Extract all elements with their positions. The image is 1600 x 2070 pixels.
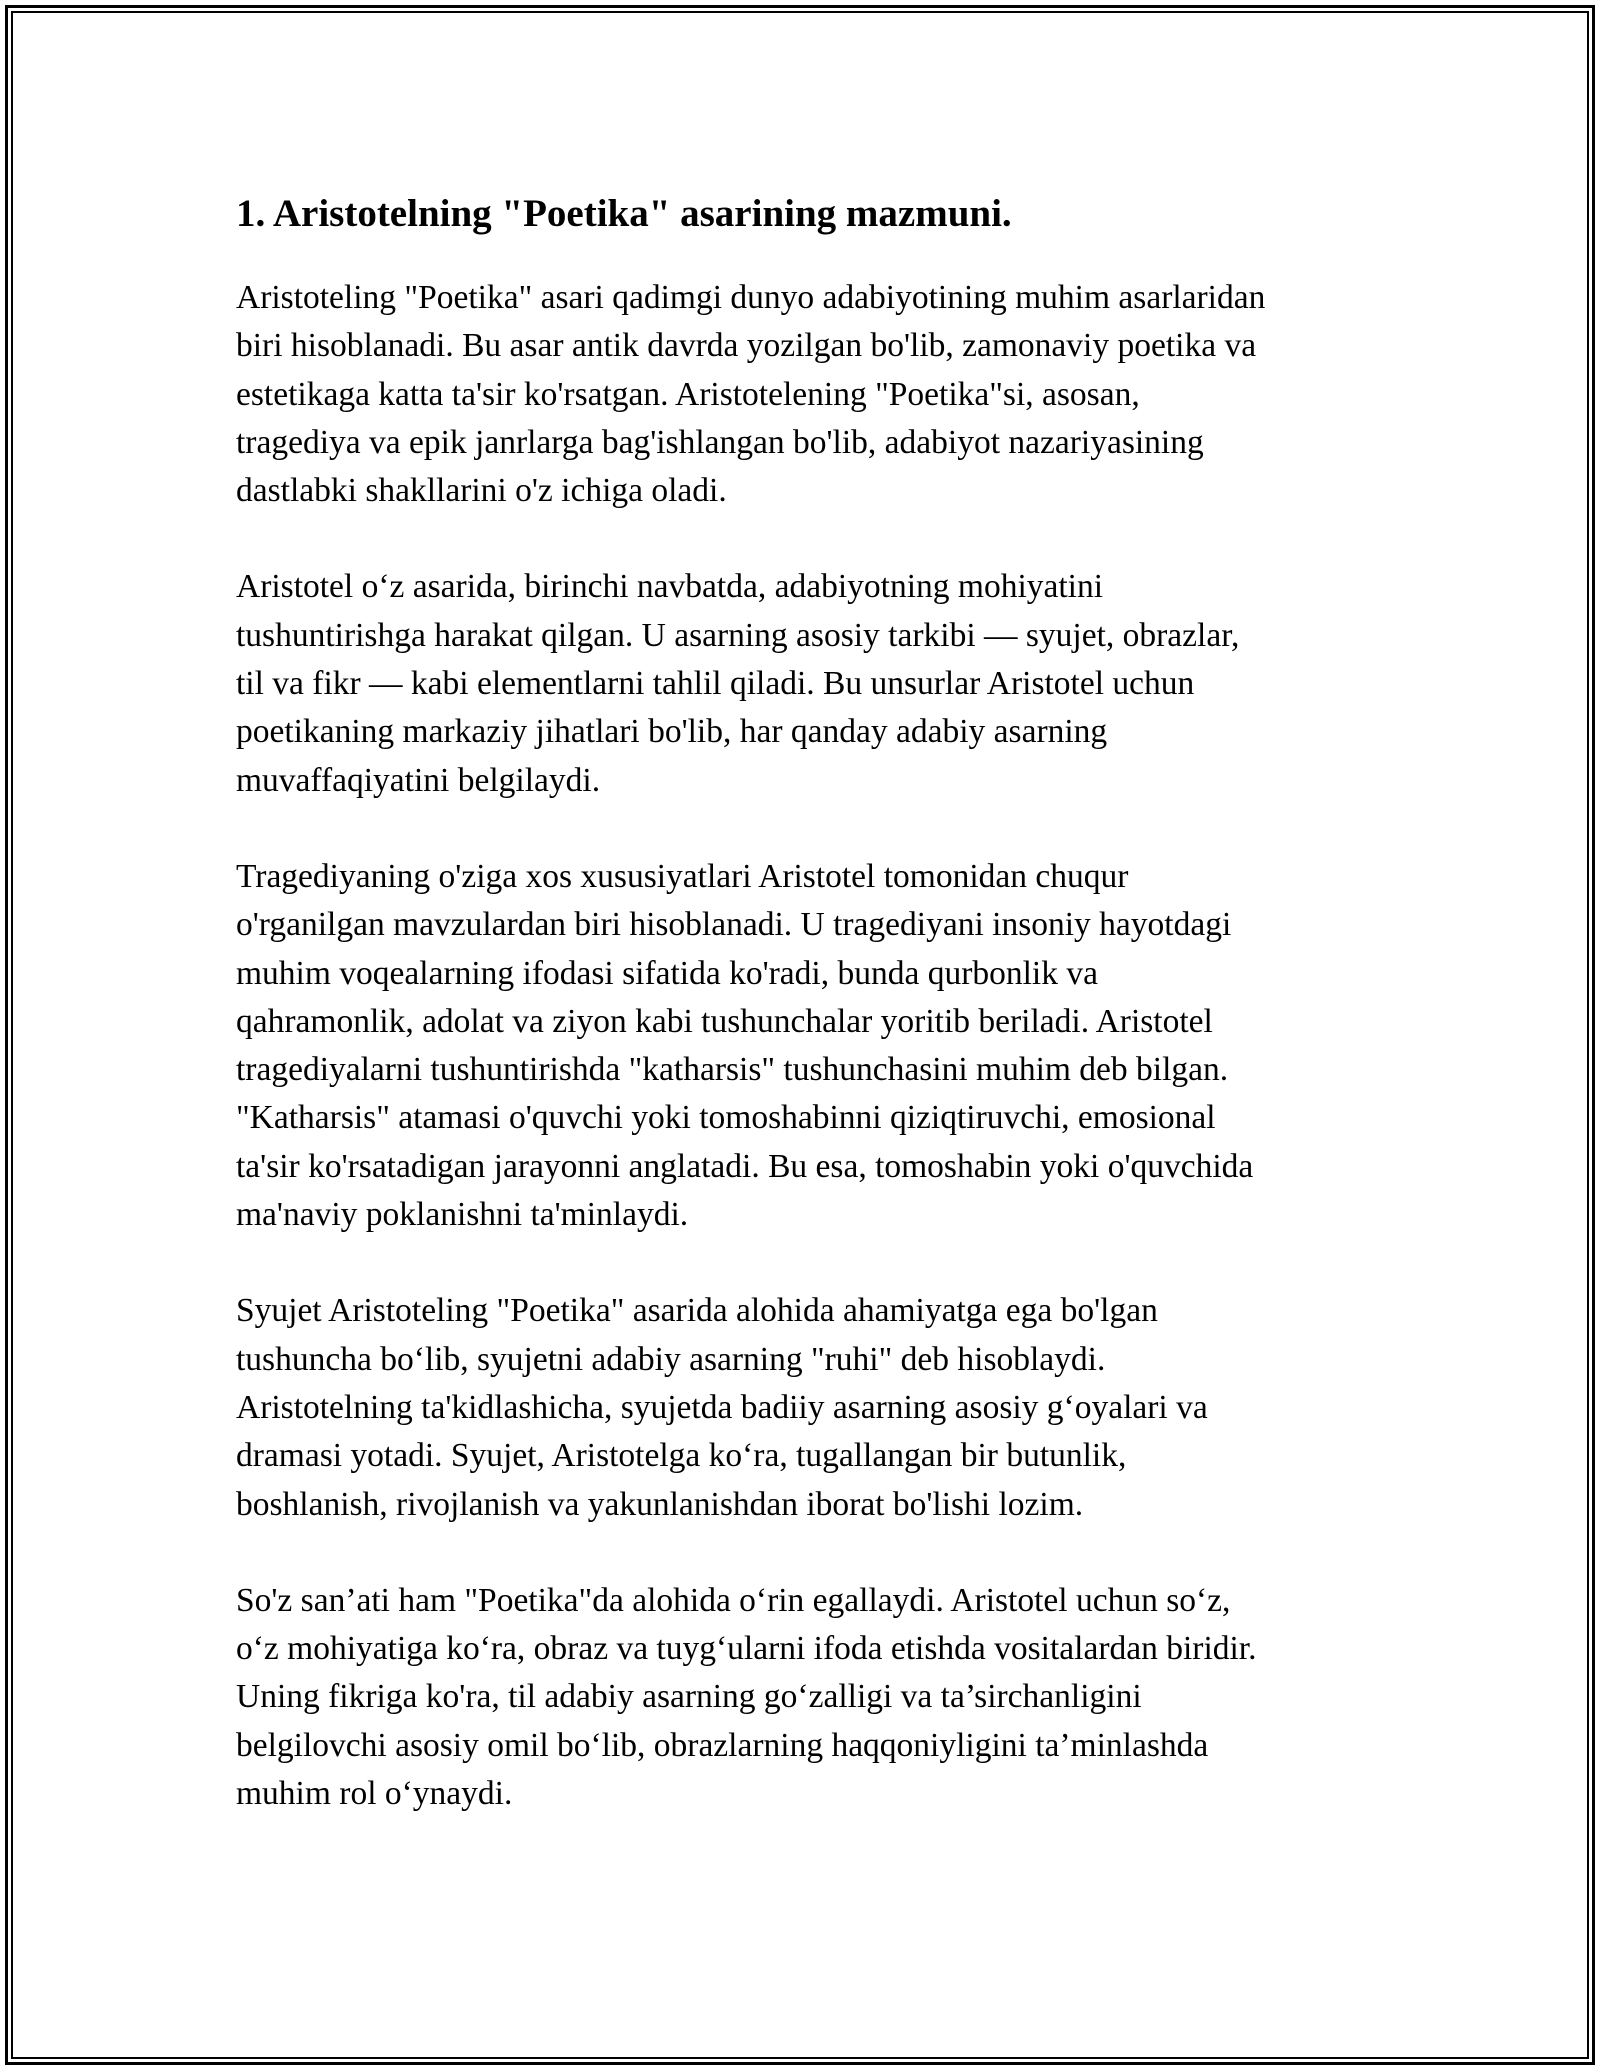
text-line: tragediya va epik janrlarga bag'ishlangan bo'lib, adabiyot nazariyasining	[236, 423, 1204, 461]
text-line: qahramonlik, adolat va ziyon kabi tushunchalar yoritib beriladi. Aristotel	[236, 1002, 1213, 1040]
text-line: til va fikr — kabi elementlarni tahlil qiladi. Bu unsurlar Aristotel uchun	[236, 665, 1195, 703]
text-line: muhim voqealarning ifodasi sifatida ko'radi, bunda qurbonlik va	[236, 954, 1098, 992]
text-line: Syujet Aristoteling "Poetika" asarida alohida ahamiyatga ega bo'lgan	[236, 1292, 1158, 1330]
text-line: Aristotel o‘z asarida, birinchi navbatda, adabiyotning mohiyatini	[236, 568, 1104, 606]
text-line: belgilovchi asosiy omil bo‘lib, obrazlarning haqqoniyligini ta’minlashda	[236, 1726, 1209, 1764]
text-line: ma'naviy poklanishni ta'minlaydi.	[236, 1196, 689, 1234]
paragraph-1	[236, 274, 1376, 515]
text-line: dramasi yotadi. Syujet, Aristotelga ko‘ra, tugallangan bir butunlik,	[236, 1437, 1127, 1475]
text-line: muvaffaqiyatini belgilaydi.	[236, 761, 601, 799]
document-body	[236, 188, 1376, 1866]
text-line: biri hisoblanadi. Bu asar antik davrda yozilgan bo'lib, zamonaviy poetika va	[236, 327, 1257, 365]
text-line: "Katharsis" atamasi o'quvchi yoki tomoshabinni qiziqtiruvchi, emosional	[236, 1099, 1216, 1137]
paragraph-3	[236, 853, 1376, 1239]
text-line: Tragediyaning o'ziga xos xususiyatlari Aristotel tomonidan chuqur	[236, 857, 1129, 895]
text-line: So'z san’ati ham "Poetika"da alohida o‘rin egallaydi. Aristotel uchun so‘z,	[236, 1581, 1231, 1619]
text-line: o‘z mohiyatiga ko‘ra, obraz va tuyg‘ularni ifoda etishda vositalardan biridir.	[236, 1630, 1257, 1668]
text-line: o'rganilgan mavzulardan biri hisoblanadi. U tragediyani insoniy hayotdagi	[236, 906, 1232, 944]
text-line: estetikaga katta ta'sir ko'rsatgan. Aristotelening "Poetika"si, asosan,	[236, 375, 1140, 413]
paragraph-2	[236, 563, 1376, 804]
paragraph-5	[236, 1577, 1376, 1818]
text-line: tragediyalarni tushuntirishda "katharsis" tushunchasini muhim deb bilgan.	[236, 1051, 1229, 1089]
text-line: boshlanish, rivojlanish va yakunlanishdan iborat bo'lishi lozim.	[236, 1485, 1084, 1523]
document-heading: 1. Aristotelning "Poetika" asarining mazmuni.	[236, 192, 1012, 235]
text-line: tushuncha bo‘lib, syujetni adabiy asarning "ruhi" deb hisoblaydi.	[236, 1340, 1106, 1378]
text-line: dastlabki shakllarini o'z ichiga oladi.	[236, 472, 727, 510]
text-line: poetikaning markaziy jihatlari bo'lib, har qanday adabiy asarning	[236, 713, 1108, 751]
text-line: Aristoteling "Poetika" asari qadimgi dunyo adabiyotining muhim asarlaridan	[236, 279, 1266, 316]
text-line: ta'sir ko'rsatadigan jarayonni anglatadi. Bu esa, tomoshabin yoki o'quvchida	[236, 1147, 1254, 1185]
text-line: tushuntirishga harakat qilgan. U asarning asosiy tarkibi — syujet, obrazlar,	[236, 616, 1240, 654]
paragraph-4	[236, 1287, 1376, 1528]
text-line: Aristotelning ta'kidlashicha, syujetda badiiy asarning asosiy g‘oyalari va	[236, 1388, 1208, 1426]
text-line: Uning fikriga ko'ra, til adabiy asarning go‘zalligi va ta’sirchanligini	[236, 1678, 1142, 1716]
text-line: muhim rol o‘ynaydi.	[236, 1775, 513, 1813]
